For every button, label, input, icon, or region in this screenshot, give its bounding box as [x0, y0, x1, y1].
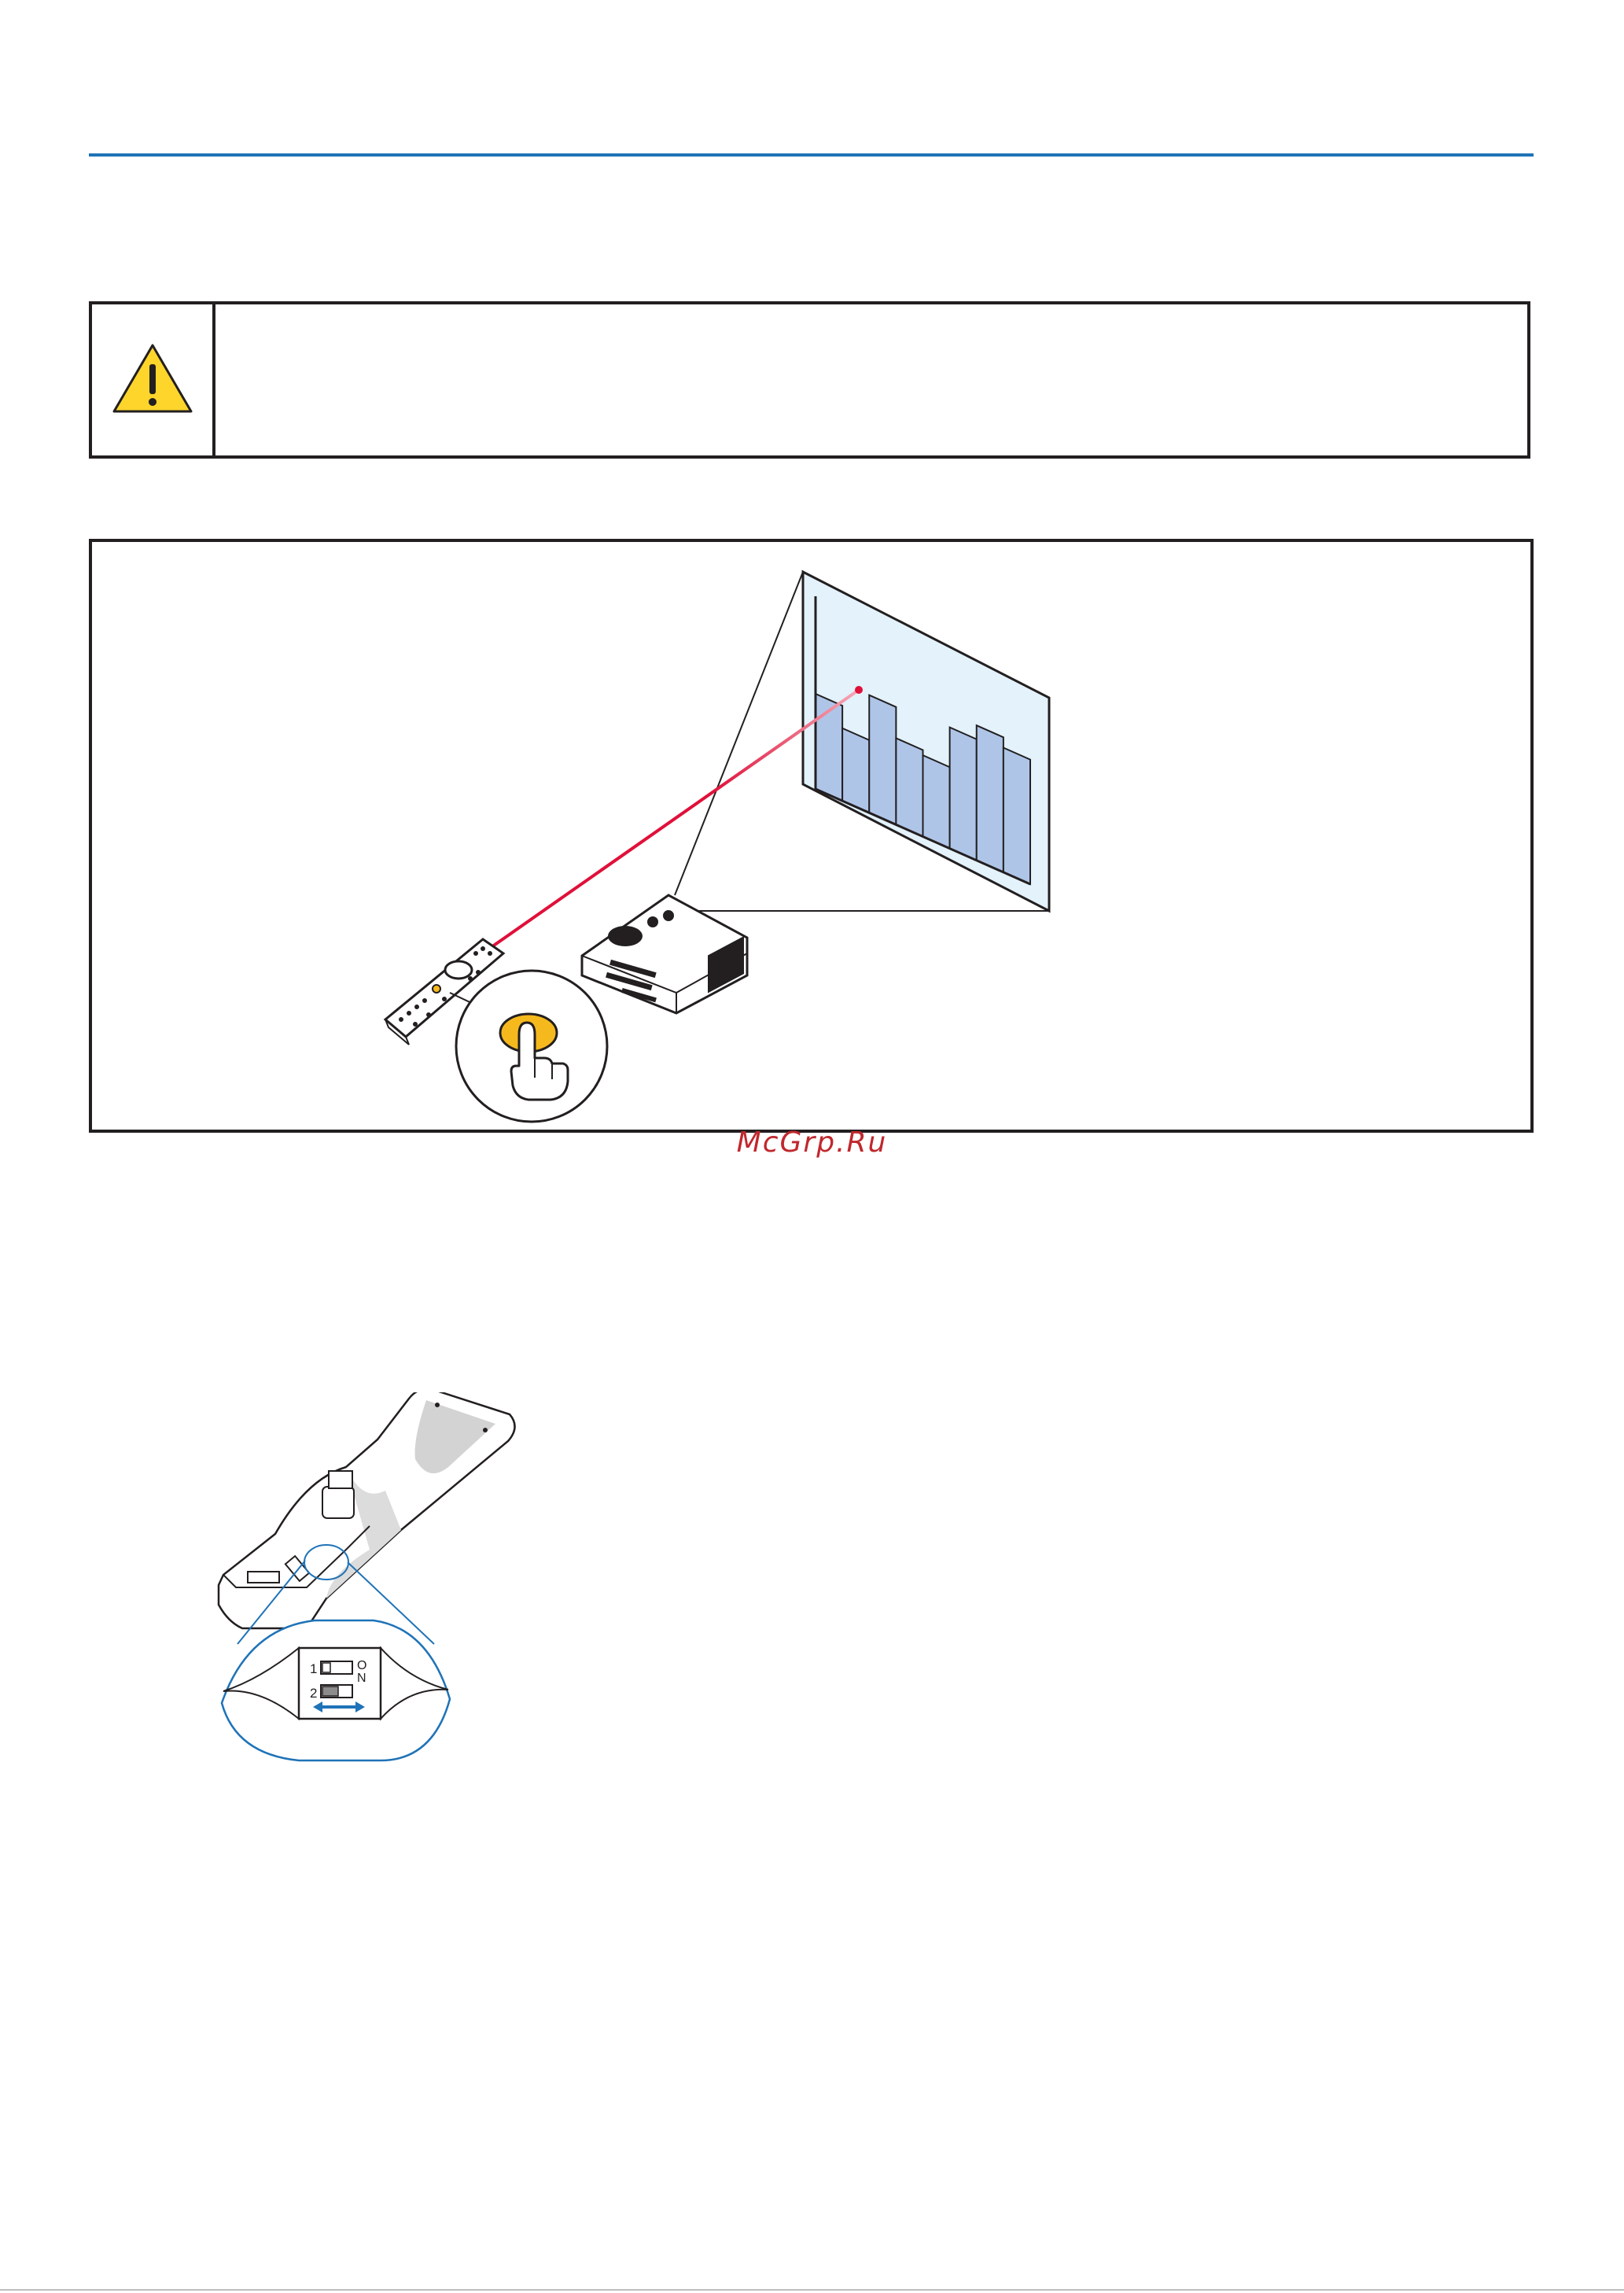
on-label-top: O: [357, 1659, 367, 1672]
dip-switch-illustration: [212, 1392, 527, 1762]
projection-screen-icon: [803, 572, 1049, 911]
remote-back-icon: [219, 1392, 515, 1628]
screen-bar: [869, 695, 896, 825]
screen-bar: [1003, 747, 1030, 884]
screen-bar: [896, 738, 922, 836]
footer-rule: [0, 2289, 1624, 2291]
laser-dot: [855, 686, 863, 694]
finger-press-icon: [456, 971, 607, 1122]
screen-bar: [950, 728, 977, 861]
on-label-bottom: N: [357, 1672, 366, 1685]
screen-bar: [842, 728, 869, 813]
screen-bar: [923, 755, 950, 849]
screen-bar: [977, 725, 1003, 872]
switch-2-label: 2: [310, 1686, 318, 1701]
projector-icon: [582, 895, 747, 1013]
dip-switch-callout: [222, 1620, 450, 1760]
watermark-text: McGrp.Ru: [736, 1126, 888, 1159]
laser-illustration: [0, 0, 1624, 1133]
switch-1-label: 1: [310, 1661, 318, 1676]
